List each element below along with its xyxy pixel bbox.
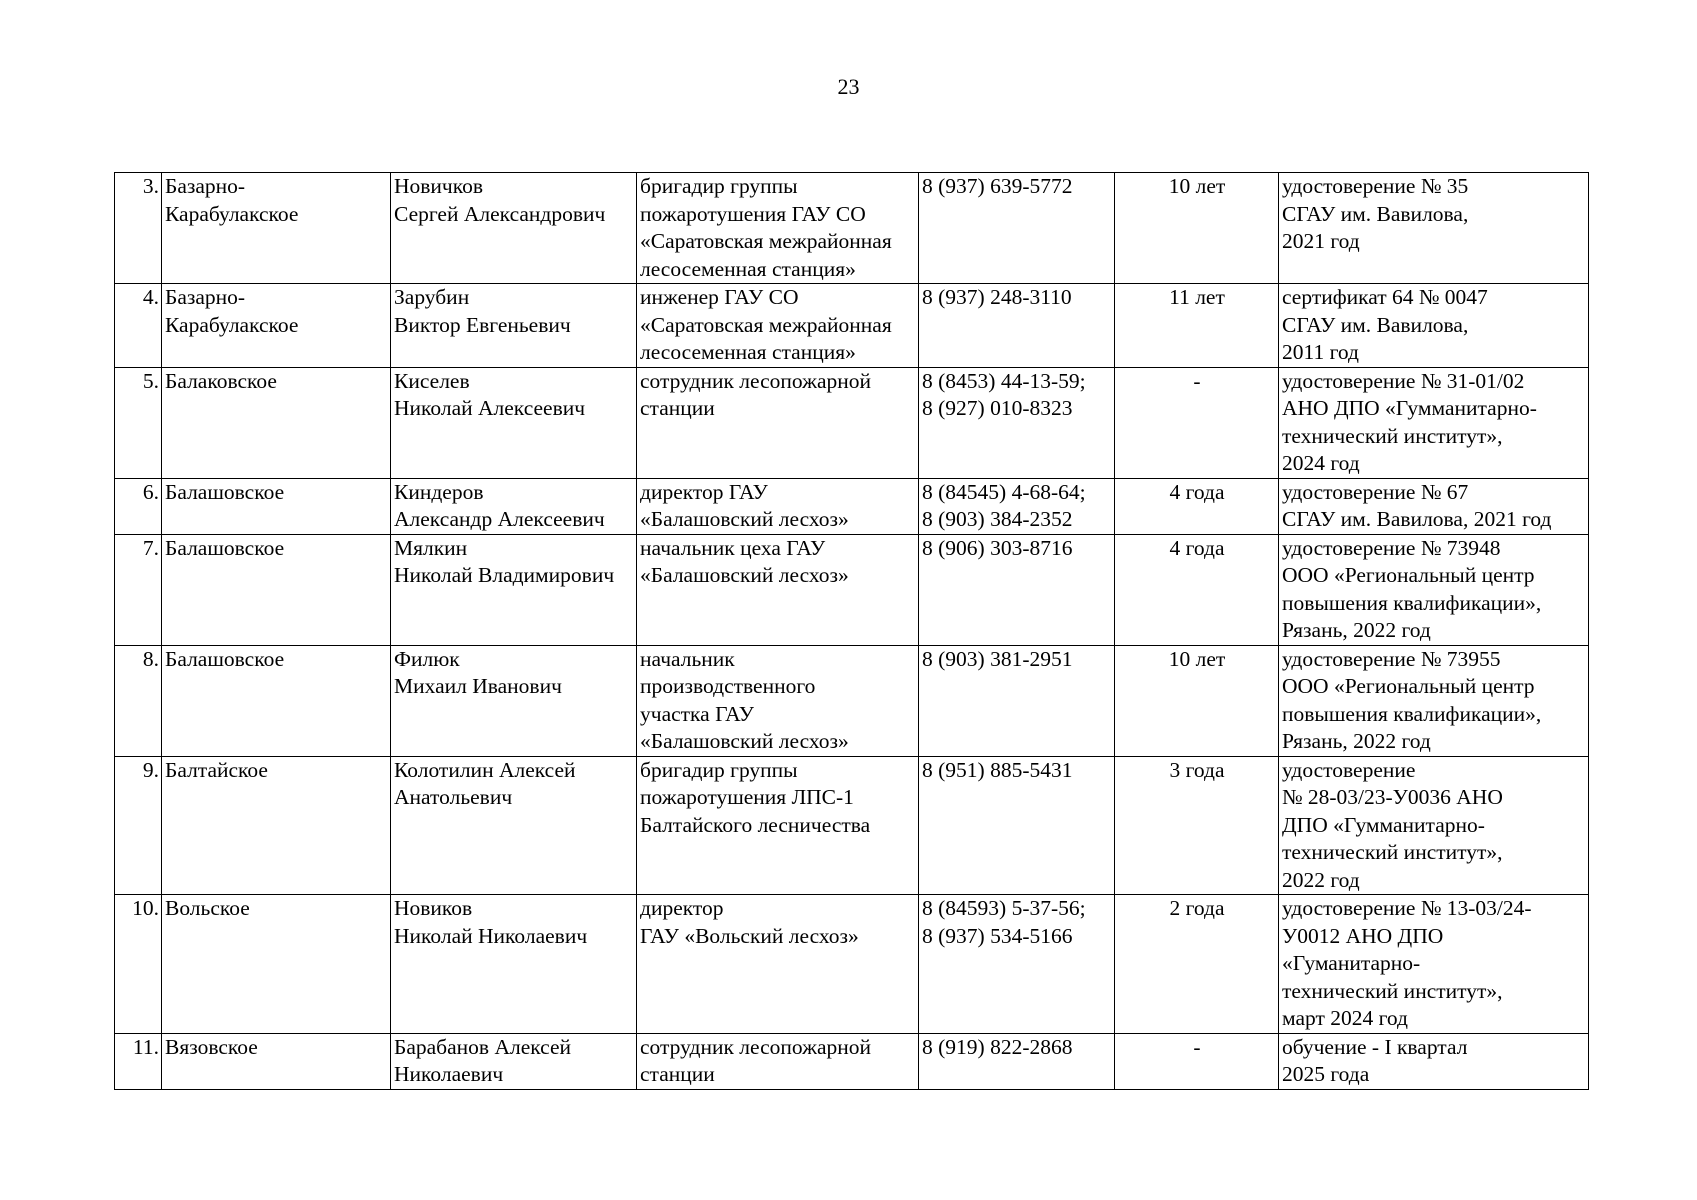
position-cell: начальник цеха ГАУ «Балашовский лесхоз» [637, 534, 919, 645]
district-cell: Вольское [162, 895, 391, 1034]
certificate-cell: удостоверение № 28-03/23-У0036 АНО ДПО «Гумманитарно- технический институт», 2022 год [1279, 756, 1589, 895]
position-cell: сотрудник лесопожарной станции [637, 367, 919, 478]
phone-cell: 8 (903) 381-2951 [919, 645, 1115, 756]
certificate-cell: удостоверение № 67 СГАУ им. Вавилова, 2021 год [1279, 478, 1589, 534]
experience-cell: 3 года [1115, 756, 1279, 895]
district-cell: Балтайское [162, 756, 391, 895]
phone-cell: 8 (951) 885-5431 [919, 756, 1115, 895]
row-number: 4. [115, 284, 162, 368]
table-row [115, 534, 1589, 645]
experience-cell: - [1115, 367, 1279, 478]
person-name-cell: Зарубин Виктор Евгеньевич [391, 284, 637, 368]
row-number: 11. [115, 1033, 162, 1089]
row-number: 3. [115, 173, 162, 284]
person-name-cell: Филюк Михаил Иванович [391, 645, 637, 756]
row-number: 6. [115, 478, 162, 534]
certificate-cell: сертификат 64 № 0047 СГАУ им. Вавилова, 2011 год [1279, 284, 1589, 368]
table-row [115, 284, 1589, 368]
experience-cell: 11 лет [1115, 284, 1279, 368]
certificate-cell: удостоверение № 35 СГАУ им. Вавилова, 2021 год [1279, 173, 1589, 284]
position-cell: директор ГАУ «Вольский лесхоз» [637, 895, 919, 1034]
row-number: 5. [115, 367, 162, 478]
district-cell: Балашовское [162, 534, 391, 645]
experience-cell: 10 лет [1115, 645, 1279, 756]
person-name-cell: Барабанов Алексей Николаевич [391, 1033, 637, 1089]
table-row [115, 478, 1589, 534]
experience-cell: 4 года [1115, 534, 1279, 645]
row-number: 7. [115, 534, 162, 645]
table-row [115, 173, 1589, 284]
person-name-cell: Новичков Сергей Александрович [391, 173, 637, 284]
table-row [115, 756, 1589, 895]
certificate-cell: обучение - I квартал 2025 года [1279, 1033, 1589, 1089]
person-name-cell: Новиков Николай Николаевич [391, 895, 637, 1034]
district-cell: Вязовское [162, 1033, 391, 1089]
phone-cell: 8 (937) 248-3110 [919, 284, 1115, 368]
certificate-cell: удостоверение № 13-03/24- У0012 АНО ДПО «Гуманитарно- технический институт», март 2024 год [1279, 895, 1589, 1034]
experience-cell: 2 года [1115, 895, 1279, 1034]
phone-cell: 8 (84593) 5-37-56; 8 (937) 534-5166 [919, 895, 1115, 1034]
position-cell: бригадир группы пожаротушения ГАУ СО «Саратовская межрайонная лесосеменная станция» [637, 173, 919, 284]
position-cell: директор ГАУ «Балашовский лесхоз» [637, 478, 919, 534]
position-cell: инженер ГАУ СО «Саратовская межрайонная лесосеменная станция» [637, 284, 919, 368]
certificate-cell: удостоверение № 73955 ООО «Региональный центр повышения квалификации», Рязань, 2022 год [1279, 645, 1589, 756]
page-number: 23 [837, 74, 860, 99]
person-name-cell: Колотилин Алексей Анатольевич [391, 756, 637, 895]
row-number: 10. [115, 895, 162, 1034]
certificate-cell: удостоверение № 73948 ООО «Региональный центр повышения квалификации», Рязань, 2022 год [1279, 534, 1589, 645]
experience-cell: 10 лет [1115, 173, 1279, 284]
person-name-cell: Мялкин Николай Владимирович [391, 534, 637, 645]
phone-cell: 8 (84545) 4-68-64; 8 (903) 384-2352 [919, 478, 1115, 534]
personnel-table [114, 172, 1589, 1090]
table-row [115, 895, 1589, 1034]
district-cell: Балашовское [162, 478, 391, 534]
table-row [115, 645, 1589, 756]
person-name-cell: Киндеров Александр Алексеевич [391, 478, 637, 534]
row-number: 9. [115, 756, 162, 895]
phone-cell: 8 (906) 303-8716 [919, 534, 1115, 645]
district-cell: Базарно- Карабулакское [162, 173, 391, 284]
certificate-cell: удостоверение № 31-01/02 АНО ДПО «Гумманитарно- технический институт», 2024 год [1279, 367, 1589, 478]
position-cell: начальник производственного участка ГАУ «Балашовский лесхоз» [637, 645, 919, 756]
experience-cell: 4 года [1115, 478, 1279, 534]
experience-cell: - [1115, 1033, 1279, 1089]
table-body [115, 173, 1589, 1090]
table-row [115, 1033, 1589, 1089]
phone-cell: 8 (919) 822-2868 [919, 1033, 1115, 1089]
person-name-cell: Киселев Николай Алексеевич [391, 367, 637, 478]
phone-cell: 8 (8453) 44-13-59; 8 (927) 010-8323 [919, 367, 1115, 478]
district-cell: Балашовское [162, 645, 391, 756]
table-row [115, 367, 1589, 478]
district-cell: Базарно- Карабулакское [162, 284, 391, 368]
row-number: 8. [115, 645, 162, 756]
phone-cell: 8 (937) 639-5772 [919, 173, 1115, 284]
position-cell: сотрудник лесопожарной станции [637, 1033, 919, 1089]
position-cell: бригадир группы пожаротушения ЛПС-1 Балтайского лесничества [637, 756, 919, 895]
district-cell: Балаковское [162, 367, 391, 478]
